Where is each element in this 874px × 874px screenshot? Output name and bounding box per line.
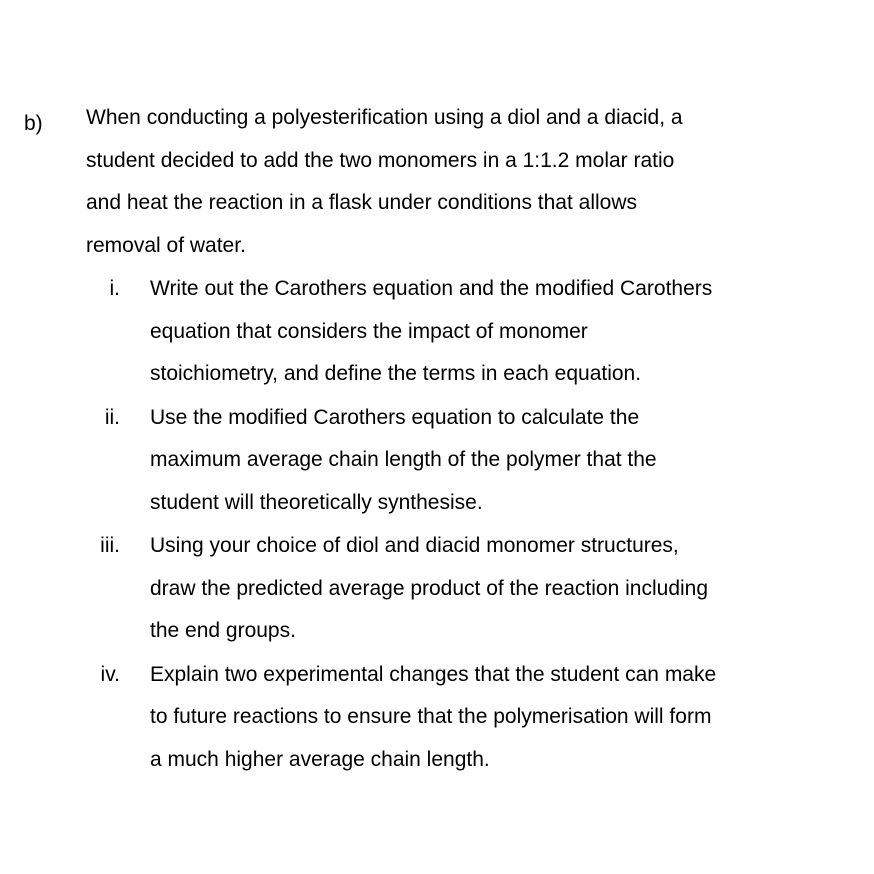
sub-question-iii [0,525,874,654]
stem-line: When conducting a polyesterification using a diol and a diacid, a [86,106,683,129]
sub-question-line: draw the predicted average product of the reaction including [150,576,709,600]
sub-question-line: stoichiometry, and define the terms in each equation. [150,362,642,385]
sub-question-line: Write out the Carothers equation and the modified Carothers [150,277,713,300]
sub-question-text [150,397,870,525]
question-stem [86,97,856,267]
sub-question-line: equation that considers the impact of monomer [150,319,588,343]
sub-question-numeral: i. [109,277,120,300]
sub-question-line: to future reactions to ensure that the polymerisation will form [150,705,712,728]
sub-question-line: maximum average chain length of the polymer that the [150,448,657,471]
sub-question-text [150,654,870,782]
sub-question-text [150,525,870,653]
sub-question-text [150,268,870,396]
stem-line: removal of water. [86,233,246,257]
stem-line: and heat the reaction in a flask under conditions that allows [86,191,638,214]
sub-question-iv [0,654,874,783]
sub-question-line: Use the modified Carothers equation to calculate the [150,405,640,429]
sub-question-i [0,268,874,397]
sub-question-list [0,268,874,782]
sub-question-numeral: iii. [100,534,120,557]
sub-question-line: the end groups. [150,619,296,642]
sub-question-line: Explain two experimental changes that the student can make [150,662,717,686]
sub-question-line: Using your choice of diol and diacid monomer structures, [150,534,679,557]
sub-question-numeral: iv. [100,662,120,686]
sub-question-ii [0,397,874,526]
sub-question-line: student will theoretically synthesise. [150,490,483,514]
sub-question-numeral: ii. [104,405,120,429]
stem-line: student decided to add the two monomers in a 1:1.2 molar ratio [86,148,675,172]
sub-question-line: a much higher average chain length. [150,747,490,771]
question-label: b) [24,112,43,135]
